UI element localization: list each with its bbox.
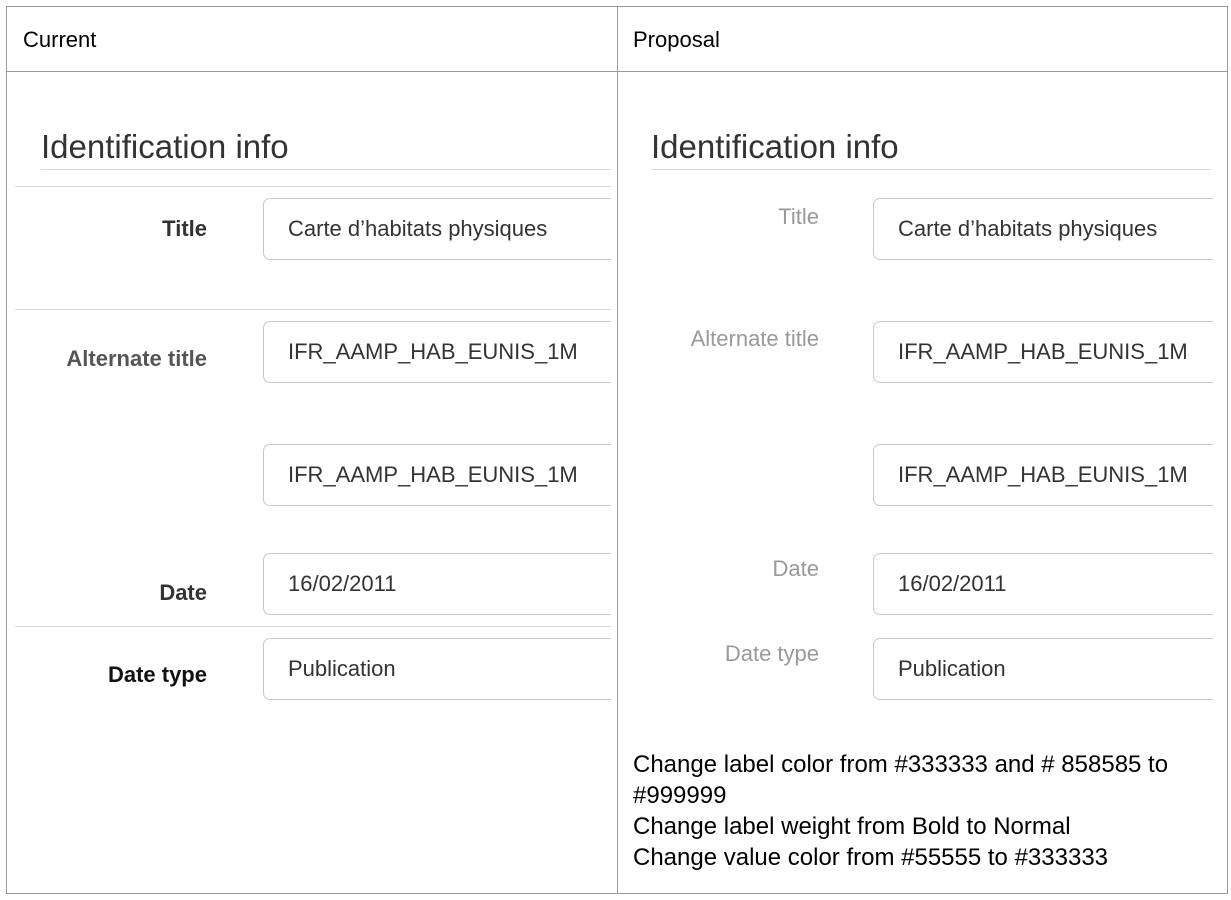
proposal-panel [625,73,1213,893]
date-type-input[interactable]: Publication [263,638,611,700]
alternate-title-input-1[interactable]: IFR_AAMP_HAB_EUNIS_1M [873,321,1213,383]
alternate-title-label: Alternate title [66,346,207,371]
date-input[interactable]: 16/02/2011 [263,553,611,615]
alternate-title-input-1[interactable]: IFR_AAMP_HAB_EUNIS_1M [263,321,611,383]
alternate-title-input-2[interactable]: IFR_AAMP_HAB_EUNIS_1M [263,444,611,506]
title-label: Title [162,216,207,241]
row-divider [15,186,611,187]
section-title: Identification info [651,128,899,165]
alternate-title-label: Alternate title [690,326,819,351]
title-input[interactable]: Carte d’habitats physiques [263,198,611,260]
date-label: Date [772,556,819,581]
date-type-input[interactable]: Publication [873,638,1213,700]
current-panel [15,73,611,893]
column-divider [617,7,618,893]
row-divider [15,309,611,310]
header-divider [7,71,1227,72]
note-label-color: Change label color from #333333 and # 858585 to #999999 [633,751,1169,809]
section-title: Identification info [41,128,289,165]
change-notes [633,749,1193,873]
note-label-weight: Change label weight from Bold to Normal [633,813,1071,840]
comparison-table [6,6,1228,894]
title-label: Title [778,204,819,229]
date-input[interactable]: 16/02/2011 [873,553,1213,615]
note-value-color: Change value color from #55555 to #333333 [633,844,1109,871]
date-type-label: Date type [107,662,207,687]
date-label: Date [159,580,207,605]
row-divider [15,626,611,627]
proposal-column-header: Proposal [633,27,720,52]
title-rule [41,169,611,170]
current-column-header: Current [23,27,97,52]
title-rule [651,169,1211,170]
date-type-label: Date type [724,641,819,666]
alternate-title-input-2[interactable]: IFR_AAMP_HAB_EUNIS_1M [873,444,1213,506]
title-input[interactable]: Carte d’habitats physiques [873,198,1213,260]
